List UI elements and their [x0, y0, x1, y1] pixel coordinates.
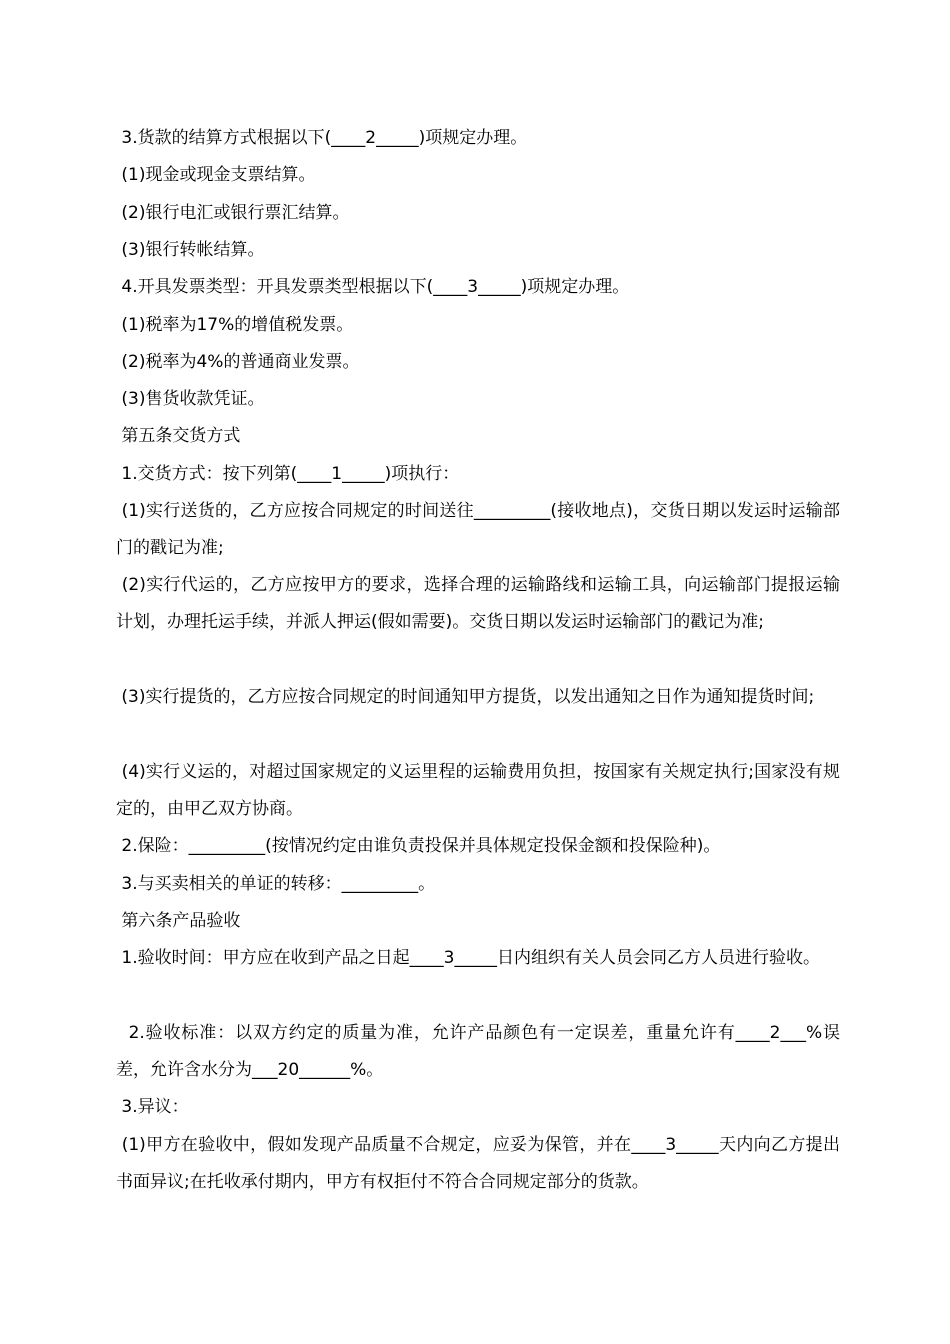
paragraph-invoice-type: 4.开具发票类型：开具发票类型根据以下(____3_____)项规定办理。	[116, 277, 630, 297]
paragraph-cash-settlement: (1)现金或现金支票结算。	[116, 165, 316, 185]
paragraph-document-transfer: 3.与买卖相关的单证的转移：_________。	[116, 874, 436, 894]
paragraph-commercial-invoice: (2)税率为4%的普通商业发票。	[116, 352, 360, 372]
paragraph-vat-invoice: (1)税率为17%的增值税发票。	[116, 315, 354, 335]
paragraph-delivery-option-4: (4)实行义运的，对超过国家规定的义运里程的运输费用负担，按国家有关规定执行;国家没有规定的，由甲乙双方协商。	[116, 762, 841, 819]
paragraph-delivery-option-1: (1)实行送货的，乙方应按合同规定的时间送往_________(接收地点)，交货日期以发运时运输部门的戳记为准;	[116, 501, 841, 558]
paragraph-objection-1: (1)甲方在验收中，假如发现产品质量不合规定，应妥为保管，并在____3_____天内向乙方提出书面异议;在托收承付期内，甲方有权拒付不符合合同规定部分的货款。	[116, 1135, 840, 1192]
section-heading-delivery: 第五条交货方式	[116, 426, 241, 446]
paragraph-inspection-time: 1.验收时间：甲方应在收到产品之日起____3_____日内组织有关人员会同乙方人员进行验收。	[116, 948, 820, 968]
paragraph-objection-heading: 3.异议：	[116, 1097, 189, 1117]
paragraph-settlement-method: 3.货款的结算方式根据以下(____2_____)项规定办理。	[116, 128, 528, 148]
paragraph-insurance: 2.保险：_________(按情况约定由谁负责投保并具体规定投保金额和投保险种)。	[116, 836, 721, 856]
paragraph-delivery-method: 1.交货方式：按下列第(____1_____)项执行：	[116, 464, 460, 484]
paragraph-sales-receipt: (3)售货收款凭证。	[116, 389, 265, 409]
paragraph-delivery-option-2: (2)实行代运的，乙方应按甲方的要求，选择合理的运输路线和运输工具，向运输部门提报运输计划，办理托运手续，并派人押运(假如需要)。交货日期以发运时运输部门的戳记为准;	[116, 575, 840, 632]
paragraph-bank-transfer: (3)银行转帐结算。	[116, 240, 265, 260]
paragraph-delivery-option-3: (3)实行提货的，乙方应按合同规定的时间通知甲方提货，以发出通知之日作为通知提货时间;	[116, 687, 815, 707]
paragraph-bank-remittance: (2)银行电汇或银行票汇结算。	[116, 203, 350, 223]
section-heading-inspection: 第六条产品验收	[116, 911, 241, 931]
paragraph-inspection-standard: 2.验收标准：以双方约定的质量为准，允许产品颜色有一定误差，重量允许有____2___%误差，允许含水分为___20______%。	[116, 1023, 841, 1080]
